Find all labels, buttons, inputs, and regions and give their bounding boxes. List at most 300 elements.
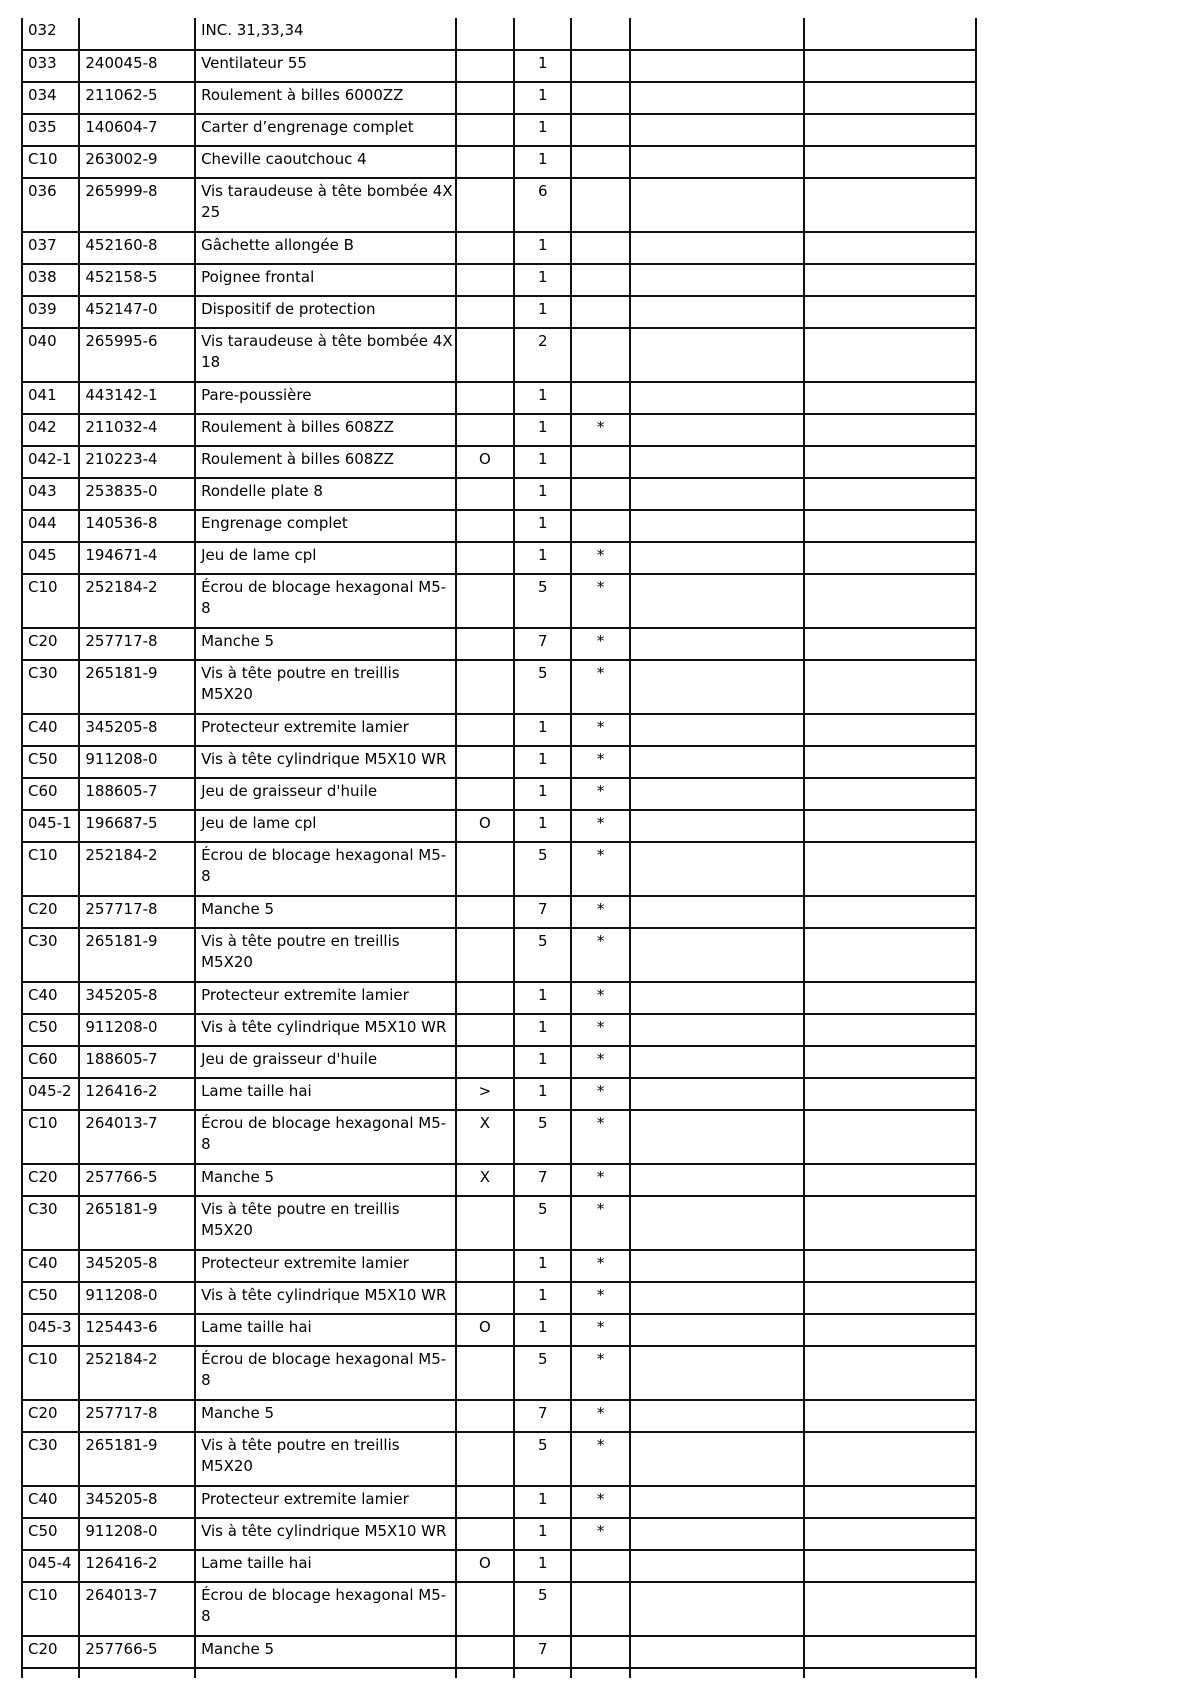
part-no-cell: 211062-5 <box>79 82 195 114</box>
flag-cell <box>571 1582 629 1636</box>
ref-no-cell: C60 <box>22 1046 79 1078</box>
flag-cell: * <box>571 1196 629 1250</box>
table-row <box>22 1582 976 1636</box>
empty-cell <box>630 114 804 146</box>
part-no-cell: 126416-2 <box>79 1078 195 1110</box>
description-cell: Jeu de graisseur d'huile <box>195 778 456 810</box>
note-cell <box>456 232 514 264</box>
table-row <box>22 1400 976 1432</box>
part-no-cell: 257766-5 <box>79 1636 195 1668</box>
description-cell: Carter d’engrenage complet <box>195 114 456 146</box>
quantity-cell: 1 <box>514 414 571 446</box>
ref-no-cell: C40 <box>22 1250 79 1282</box>
ref-no-cell: 045-4 <box>22 1550 79 1582</box>
note-cell: O <box>456 446 514 478</box>
empty-cell <box>630 510 804 542</box>
table-row <box>22 1432 976 1486</box>
quantity-cell <box>514 18 571 50</box>
table-row <box>22 842 976 896</box>
empty-cell <box>804 1486 976 1518</box>
table-row <box>22 1110 976 1164</box>
flag-cell <box>571 178 629 232</box>
empty-cell <box>630 328 804 382</box>
quantity-cell: 7 <box>514 1400 571 1432</box>
quantity-cell: 1 <box>514 1314 571 1346</box>
part-no-cell: 265181-9 <box>79 1432 195 1486</box>
description-cell: Roulement à billes 608ZZ <box>195 446 456 478</box>
parts-table <box>21 18 977 1678</box>
quantity-cell: 1 <box>514 510 571 542</box>
ref-no-cell: C50 <box>22 1518 79 1550</box>
description-cell: Protecteur extremite lamier <box>195 714 456 746</box>
description-cell: Rondelle plate 8 <box>195 478 456 510</box>
description-cell: Écrou de blocage hexagonal M5-8 <box>195 574 456 628</box>
ref-no-cell: 043 <box>22 478 79 510</box>
note-cell: O <box>456 810 514 842</box>
ref-no-cell: C40 <box>22 1486 79 1518</box>
empty-cell <box>630 1164 804 1196</box>
quantity-cell: 1 <box>514 1078 571 1110</box>
ref-no-cell: C30 <box>22 1196 79 1250</box>
description-cell: INC. 31,33,34 <box>195 18 456 50</box>
flag-cell: * <box>571 1046 629 1078</box>
ref-no-cell: C30 <box>22 660 79 714</box>
empty-cell <box>804 178 976 232</box>
part-no-cell: 452160-8 <box>79 232 195 264</box>
description-cell: Vis taraudeuse à tête bombée 4X 25 <box>195 178 456 232</box>
empty-cell <box>630 1110 804 1164</box>
empty-cell <box>804 1668 976 1678</box>
empty-cell <box>804 1400 976 1432</box>
ref-no-cell: C30 <box>22 928 79 982</box>
empty-cell <box>804 1282 976 1314</box>
empty-cell <box>804 1314 976 1346</box>
description-cell <box>195 1668 456 1678</box>
note-cell <box>456 146 514 178</box>
note-cell <box>456 1432 514 1486</box>
ref-no-cell: C20 <box>22 1636 79 1668</box>
table-row <box>22 1668 976 1678</box>
ref-no-cell: C40 <box>22 982 79 1014</box>
flag-cell <box>571 446 629 478</box>
ref-no-cell: C40 <box>22 714 79 746</box>
description-cell: Poignee frontal <box>195 264 456 296</box>
note-cell: X <box>456 1110 514 1164</box>
quantity-cell: 5 <box>514 1582 571 1636</box>
empty-cell <box>630 1046 804 1078</box>
ref-no-cell: C50 <box>22 1282 79 1314</box>
quantity-cell: 1 <box>514 50 571 82</box>
ref-no-cell: C60 <box>22 778 79 810</box>
note-cell <box>456 18 514 50</box>
description-cell: Ventilateur 55 <box>195 50 456 82</box>
flag-cell <box>571 50 629 82</box>
part-no-cell: 125443-6 <box>79 1314 195 1346</box>
flag-cell: * <box>571 1486 629 1518</box>
empty-cell <box>630 1518 804 1550</box>
parts-table-body <box>22 18 976 1678</box>
empty-cell <box>804 842 976 896</box>
note-cell <box>456 1196 514 1250</box>
quantity-cell: 1 <box>514 1518 571 1550</box>
quantity-cell: 7 <box>514 628 571 660</box>
quantity-cell: 1 <box>514 982 571 1014</box>
note-cell <box>456 82 514 114</box>
note-cell <box>456 1518 514 1550</box>
description-cell: Écrou de blocage hexagonal M5-8 <box>195 1346 456 1400</box>
quantity-cell: 1 <box>514 1014 571 1046</box>
ref-no-cell: 036 <box>22 178 79 232</box>
flag-cell: * <box>571 660 629 714</box>
flag-cell: * <box>571 1346 629 1400</box>
description-cell: Gâchette allongée B <box>195 232 456 264</box>
ref-no-cell: 035 <box>22 114 79 146</box>
part-no-cell <box>79 18 195 50</box>
note-cell: O <box>456 1550 514 1582</box>
part-no-cell: 252184-2 <box>79 842 195 896</box>
part-no-cell: 253835-0 <box>79 478 195 510</box>
flag-cell: * <box>571 1432 629 1486</box>
quantity-cell: 1 <box>514 114 571 146</box>
description-cell: Vis à tête cylindrique M5X10 WR <box>195 746 456 778</box>
empty-cell <box>804 1518 976 1550</box>
empty-cell <box>804 146 976 178</box>
empty-cell <box>630 82 804 114</box>
note-cell <box>456 1014 514 1046</box>
ref-no-cell: C20 <box>22 1400 79 1432</box>
empty-cell <box>804 478 976 510</box>
quantity-cell: 1 <box>514 810 571 842</box>
description-cell: Écrou de blocage hexagonal M5-8 <box>195 1110 456 1164</box>
description-cell: Vis à tête poutre en treillis M5X20 <box>195 928 456 982</box>
table-row <box>22 264 976 296</box>
quantity-cell: 1 <box>514 232 571 264</box>
description-cell: Écrou de blocage hexagonal M5-8 <box>195 1582 456 1636</box>
description-cell: Jeu de lame cpl <box>195 542 456 574</box>
table-row <box>22 574 976 628</box>
empty-cell <box>804 714 976 746</box>
description-cell: Vis taraudeuse à tête bombée 4X 18 <box>195 328 456 382</box>
empty-cell <box>804 114 976 146</box>
part-no-cell: 210223-4 <box>79 446 195 478</box>
empty-cell <box>804 810 976 842</box>
flag-cell: * <box>571 1250 629 1282</box>
empty-cell <box>804 1582 976 1636</box>
empty-cell <box>804 574 976 628</box>
flag-cell: * <box>571 1400 629 1432</box>
part-no-cell <box>79 1668 195 1678</box>
part-no-cell: 911208-0 <box>79 746 195 778</box>
note-cell: O <box>456 1314 514 1346</box>
table-row <box>22 896 976 928</box>
empty-cell <box>804 82 976 114</box>
part-no-cell: 257766-5 <box>79 1164 195 1196</box>
part-no-cell: 345205-8 <box>79 714 195 746</box>
description-cell: Lame taille hai <box>195 1078 456 1110</box>
flag-cell <box>571 382 629 414</box>
part-no-cell: 252184-2 <box>79 1346 195 1400</box>
note-cell <box>456 1250 514 1282</box>
note-cell <box>456 510 514 542</box>
flag-cell: * <box>571 628 629 660</box>
ref-no-cell: C10 <box>22 1346 79 1400</box>
table-row <box>22 296 976 328</box>
empty-cell <box>630 1014 804 1046</box>
flag-cell: * <box>571 542 629 574</box>
flag-cell: * <box>571 778 629 810</box>
description-cell: Vis à tête poutre en treillis M5X20 <box>195 660 456 714</box>
description-cell: Cheville caoutchouc 4 <box>195 146 456 178</box>
empty-cell <box>630 1486 804 1518</box>
note-cell <box>456 478 514 510</box>
table-row <box>22 982 976 1014</box>
table-row <box>22 1346 976 1400</box>
ref-no-cell: 040 <box>22 328 79 382</box>
part-no-cell: 265181-9 <box>79 660 195 714</box>
empty-cell <box>630 232 804 264</box>
flag-cell: * <box>571 1518 629 1550</box>
note-cell <box>456 746 514 778</box>
ref-no-cell: C30 <box>22 1432 79 1486</box>
empty-cell <box>630 660 804 714</box>
note-cell <box>456 778 514 810</box>
table-row <box>22 660 976 714</box>
empty-cell <box>804 18 976 50</box>
table-row <box>22 928 976 982</box>
empty-cell <box>630 778 804 810</box>
quantity-cell: 1 <box>514 542 571 574</box>
note-cell <box>456 928 514 982</box>
flag-cell <box>571 114 629 146</box>
part-no-cell: 265995-6 <box>79 328 195 382</box>
quantity-cell: 1 <box>514 778 571 810</box>
flag-cell: * <box>571 810 629 842</box>
empty-cell <box>630 1432 804 1486</box>
empty-cell <box>804 660 976 714</box>
flag-cell: * <box>571 1282 629 1314</box>
note-cell <box>456 414 514 446</box>
table-row <box>22 1250 976 1282</box>
flag-cell: * <box>571 1078 629 1110</box>
part-no-cell: 265181-9 <box>79 928 195 982</box>
description-cell: Vis à tête cylindrique M5X10 WR <box>195 1282 456 1314</box>
table-row <box>22 810 976 842</box>
flag-cell: * <box>571 842 629 896</box>
note-cell <box>456 382 514 414</box>
part-no-cell: 265999-8 <box>79 178 195 232</box>
description-cell: Roulement à billes 6000ZZ <box>195 82 456 114</box>
ref-no-cell: C10 <box>22 1582 79 1636</box>
flag-cell: * <box>571 714 629 746</box>
empty-cell <box>630 382 804 414</box>
note-cell <box>456 50 514 82</box>
description-cell: Vis à tête cylindrique M5X10 WR <box>195 1014 456 1046</box>
empty-cell <box>630 264 804 296</box>
note-cell <box>456 660 514 714</box>
empty-cell <box>804 446 976 478</box>
empty-cell <box>804 1636 976 1668</box>
ref-no-cell: C10 <box>22 1110 79 1164</box>
empty-cell <box>804 50 976 82</box>
part-no-cell: 345205-8 <box>79 1250 195 1282</box>
quantity-cell: 1 <box>514 714 571 746</box>
table-row <box>22 178 976 232</box>
note-cell <box>456 1636 514 1668</box>
ref-no-cell: 045-2 <box>22 1078 79 1110</box>
empty-cell <box>630 542 804 574</box>
part-no-cell: 188605-7 <box>79 1046 195 1078</box>
quantity-cell: 7 <box>514 896 571 928</box>
note-cell <box>456 1282 514 1314</box>
description-cell: Manche 5 <box>195 1636 456 1668</box>
table-row <box>22 746 976 778</box>
table-row <box>22 542 976 574</box>
flag-cell <box>571 264 629 296</box>
ref-no-cell: C20 <box>22 628 79 660</box>
empty-cell <box>630 50 804 82</box>
flag-cell <box>571 82 629 114</box>
ref-no-cell: 032 <box>22 18 79 50</box>
part-no-cell: 264013-7 <box>79 1582 195 1636</box>
empty-cell <box>804 232 976 264</box>
quantity-cell: 1 <box>514 1486 571 1518</box>
flag-cell: * <box>571 1014 629 1046</box>
flag-cell <box>571 1668 629 1678</box>
empty-cell <box>630 810 804 842</box>
flag-cell: * <box>571 1110 629 1164</box>
quantity-cell: 5 <box>514 660 571 714</box>
table-row <box>22 1196 976 1250</box>
table-row <box>22 1014 976 1046</box>
note-cell <box>456 628 514 660</box>
empty-cell <box>804 746 976 778</box>
quantity-cell: 1 <box>514 146 571 178</box>
empty-cell <box>630 842 804 896</box>
part-no-cell: 252184-2 <box>79 574 195 628</box>
part-no-cell: 443142-1 <box>79 382 195 414</box>
empty-cell <box>630 1314 804 1346</box>
description-cell: Jeu de graisseur d'huile <box>195 1046 456 1078</box>
ref-no-cell: C50 <box>22 746 79 778</box>
flag-cell: * <box>571 414 629 446</box>
empty-cell <box>804 542 976 574</box>
description-cell: Protecteur extremite lamier <box>195 1250 456 1282</box>
table-row <box>22 1046 976 1078</box>
part-no-cell: 196687-5 <box>79 810 195 842</box>
table-row <box>22 478 976 510</box>
flag-cell <box>571 478 629 510</box>
note-cell <box>456 178 514 232</box>
table-row <box>22 446 976 478</box>
flag-cell: * <box>571 1314 629 1346</box>
note-cell <box>456 1668 514 1678</box>
empty-cell <box>630 446 804 478</box>
note-cell <box>456 296 514 328</box>
flag-cell <box>571 1636 629 1668</box>
empty-cell <box>630 1196 804 1250</box>
note-cell <box>456 1400 514 1432</box>
empty-cell <box>804 628 976 660</box>
part-no-cell: 911208-0 <box>79 1518 195 1550</box>
quantity-cell: 1 <box>514 264 571 296</box>
note-cell <box>456 896 514 928</box>
flag-cell <box>571 232 629 264</box>
empty-cell <box>804 328 976 382</box>
table-row <box>22 778 976 810</box>
quantity-cell: 1 <box>514 446 571 478</box>
flag-cell <box>571 1550 629 1582</box>
empty-cell <box>630 1668 804 1678</box>
description-cell: Manche 5 <box>195 628 456 660</box>
empty-cell <box>804 382 976 414</box>
part-no-cell: 126416-2 <box>79 1550 195 1582</box>
flag-cell: * <box>571 746 629 778</box>
note-cell <box>456 1582 514 1636</box>
ref-no-cell: C20 <box>22 1164 79 1196</box>
table-row <box>22 1518 976 1550</box>
table-row <box>22 328 976 382</box>
table-row <box>22 414 976 446</box>
empty-cell <box>630 628 804 660</box>
empty-cell <box>630 1250 804 1282</box>
description-cell: Vis à tête poutre en treillis M5X20 <box>195 1196 456 1250</box>
empty-cell <box>630 982 804 1014</box>
quantity-cell: 1 <box>514 382 571 414</box>
ref-no-cell: 045-1 <box>22 810 79 842</box>
flag-cell <box>571 18 629 50</box>
part-no-cell: 188605-7 <box>79 778 195 810</box>
quantity-cell: 1 <box>514 296 571 328</box>
empty-cell <box>804 896 976 928</box>
description-cell: Pare-poussière <box>195 382 456 414</box>
table-row <box>22 50 976 82</box>
description-cell: Lame taille hai <box>195 1550 456 1582</box>
quantity-cell: 5 <box>514 1196 571 1250</box>
description-cell: Lame taille hai <box>195 1314 456 1346</box>
empty-cell <box>804 1014 976 1046</box>
empty-cell <box>804 414 976 446</box>
empty-cell <box>630 296 804 328</box>
empty-cell <box>804 1110 976 1164</box>
flag-cell <box>571 296 629 328</box>
empty-cell <box>630 928 804 982</box>
empty-cell <box>804 1164 976 1196</box>
empty-cell <box>804 928 976 982</box>
table-row <box>22 1078 976 1110</box>
ref-no-cell: C10 <box>22 146 79 178</box>
empty-cell <box>630 478 804 510</box>
empty-cell <box>804 1550 976 1582</box>
ref-no-cell: 045-3 <box>22 1314 79 1346</box>
flag-cell: * <box>571 574 629 628</box>
ref-no-cell: 042 <box>22 414 79 446</box>
note-cell <box>456 1346 514 1400</box>
empty-cell <box>630 178 804 232</box>
ref-no-cell: C10 <box>22 574 79 628</box>
note-cell: X <box>456 1164 514 1196</box>
empty-cell <box>630 1550 804 1582</box>
ref-no-cell: 042-1 <box>22 446 79 478</box>
description-cell: Engrenage complet <box>195 510 456 542</box>
part-no-cell: 257717-8 <box>79 896 195 928</box>
ref-no-cell: 038 <box>22 264 79 296</box>
part-no-cell: 452158-5 <box>79 264 195 296</box>
note-cell <box>456 114 514 146</box>
note-cell <box>456 842 514 896</box>
part-no-cell: 345205-8 <box>79 1486 195 1518</box>
part-no-cell: 911208-0 <box>79 1014 195 1046</box>
quantity-cell: 1 <box>514 1046 571 1078</box>
